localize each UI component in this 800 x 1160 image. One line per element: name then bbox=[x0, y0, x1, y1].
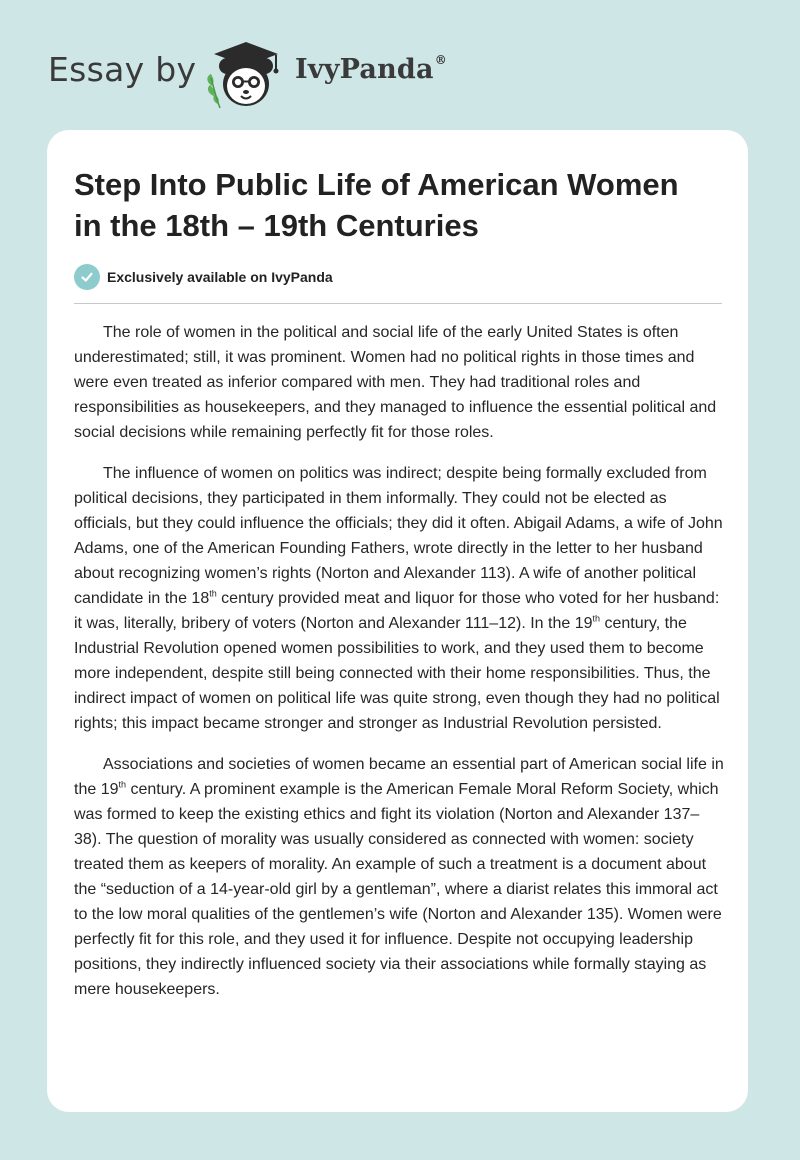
paragraph: Associations and societies of women became an essential part of American social life in the 19th century. A prominent example is the American Female Moral Reform Society, which was formed to keep the existing ethics and fight its violation (Norton and Alexander 137–38). The question of morality was usually considered as connected with women: society treated them as keepers of morality. An example of such a treatment is a document about the “seduction of a 14-year-old girl by a gentleman”, where a diarist relates this immoral act to the low moral qualities of the gentlemen’s wife (Norton and Alexander 135). Women were perfectly fit for this role, and they used it for influence. Despite not occupying leadership positions, they indirectly influenced society via their associations while formally staying as mere housekeepers. bbox=[74, 756, 724, 998]
page-title: Step Into Public Life of American Women in the 18th – 19th Centuries bbox=[74, 167, 679, 243]
essay-body bbox=[74, 320, 724, 1018]
ordinal-suffix: th bbox=[209, 588, 217, 599]
exclusive-badge bbox=[74, 263, 333, 291]
divider bbox=[74, 303, 722, 304]
paragraph: The role of women in the political and social life of the early United States is often underestimated; still, it was prominent. Women had no political rights in those times and were even treated as inferior compared with men. They had traditional roles and responsibilities as housekeepers, and they managed to influence the essential political and social decisions while remaining perfectly fit for those roles. bbox=[74, 324, 717, 441]
check-circle-icon bbox=[74, 264, 100, 290]
registered-mark: ® bbox=[434, 53, 447, 67]
paragraph: The influence of women on politics was indirect; despite being formally excluded from political decisions, they participated in them informally. They could not be elected as officials, but they could influence the officials; they did it often. Abigail Adams, a wife of John Adams, one of the American Founding Fathers, wrote directly in the letter to her husband about recognizing women’s rights (Norton and Alexander 113). A wife of another political candidate in the 18th century provided meat and liquor for those who voted for her husband: it was, literally, bribery of voters (Norton and Alexander 111–12). In the 19th century, the Industrial Revolution opened women possibilities to work, and they used them to become more independent, despite still being connected with their home responsibilities. Thus, the indirect impact of women on political life was quite strong, even though they had no political rights; this impact became stronger and stronger as Industrial Revolution persisted. bbox=[74, 465, 723, 732]
exclusive-badge-label: Exclusively available on IvyPanda bbox=[107, 269, 333, 285]
essay-card bbox=[47, 130, 748, 1112]
panda-graduate-logo-icon[interactable] bbox=[198, 36, 288, 112]
brand-name[interactable] bbox=[295, 54, 447, 85]
brand-prefix: Essay by bbox=[48, 50, 197, 89]
site-header bbox=[48, 30, 468, 110]
ordinal-suffix: th bbox=[118, 779, 126, 790]
brand-name-text: IvyPanda bbox=[295, 54, 434, 85]
ordinal-suffix: th bbox=[592, 613, 601, 624]
